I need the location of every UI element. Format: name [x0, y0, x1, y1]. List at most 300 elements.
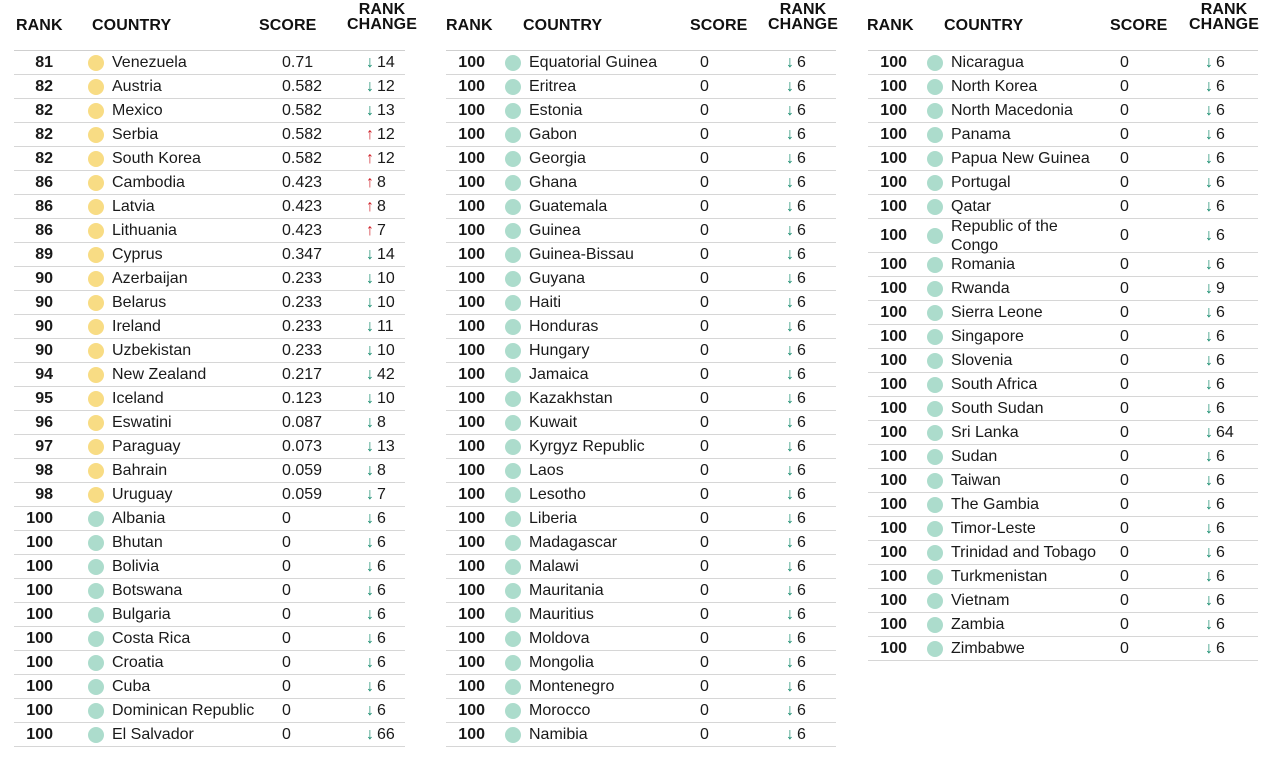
country-cell: Uzbekistan	[112, 341, 192, 359]
rank-change-cell	[366, 342, 395, 360]
score-cell: 0	[700, 485, 709, 503]
rank-change-value: 6	[797, 389, 806, 407]
score-cell: 0	[700, 605, 709, 623]
country-cell: Iceland	[112, 389, 164, 407]
category-dot-icon	[927, 281, 943, 297]
country-cell: Lesotho	[529, 485, 586, 503]
arrow-down-icon: ↓	[786, 725, 794, 743]
country-cell: Haiti	[529, 293, 562, 311]
rank-change-value: 6	[1216, 226, 1225, 244]
rank-change-value: 6	[1216, 495, 1225, 513]
table-row	[14, 411, 405, 435]
country-cell: The Gambia	[951, 495, 1040, 513]
rank-change-value: 6	[797, 653, 806, 671]
rank-change-cell	[366, 294, 395, 312]
score-cell: 0.71	[282, 53, 314, 71]
category-dot-icon	[88, 79, 104, 95]
score-cell: 0	[1120, 101, 1129, 119]
arrow-down-icon: ↓	[366, 701, 374, 719]
rank-change-value: 8	[377, 173, 386, 191]
country-cell: Mongolia	[529, 653, 594, 671]
country-cell: Republic of the Congo	[951, 217, 1058, 254]
country-cell: Bhutan	[112, 533, 163, 551]
rank-change-cell	[786, 606, 806, 624]
rank-change-value: 6	[797, 509, 806, 527]
table-row	[868, 219, 1258, 253]
country-cell: Sri Lanka	[951, 423, 1019, 441]
rank-cell: 100	[880, 471, 907, 489]
rank-change-value: 6	[1216, 197, 1225, 215]
rank-change-cell	[1205, 376, 1225, 394]
table-row	[14, 75, 405, 99]
arrow-down-icon: ↓	[1205, 399, 1213, 417]
category-dot-icon	[505, 703, 521, 719]
country-cell: Dominican Republic	[112, 701, 255, 719]
category-dot-icon	[505, 607, 521, 623]
rank-cell: 98	[35, 485, 53, 503]
rank-change-cell	[786, 198, 806, 216]
rank-cell: 100	[880, 255, 907, 273]
country-cell: Cyprus	[112, 245, 163, 263]
rank-change-header-line1: RANK	[358, 1, 406, 18]
score-cell: 0	[1120, 375, 1129, 393]
rank-change-header-line1: RANK	[779, 1, 827, 18]
score-cell: 0	[1120, 447, 1129, 465]
arrow-down-icon: ↓	[366, 77, 374, 95]
rank-change-value: 42	[377, 365, 395, 383]
category-dot-icon	[505, 343, 521, 359]
country-cell: Guinea-Bissau	[529, 245, 634, 263]
rank-change-cell	[786, 486, 806, 504]
category-dot-icon	[927, 497, 943, 513]
rank-change-value: 6	[1216, 519, 1225, 537]
arrow-down-icon: ↓	[786, 197, 794, 215]
category-dot-icon	[88, 103, 104, 119]
table-row	[446, 459, 836, 483]
country-cell: Timor-Leste	[951, 519, 1036, 537]
rank-change-value: 6	[797, 245, 806, 263]
category-dot-icon	[927, 103, 943, 119]
country-cell: Sudan	[951, 447, 998, 465]
table-header	[14, 0, 417, 51]
category-dot-icon	[505, 175, 521, 191]
rank-change-cell	[366, 558, 386, 576]
rank-cell: 100	[26, 629, 53, 647]
rank-change-cell	[786, 414, 806, 432]
category-dot-icon	[927, 329, 943, 345]
score-cell: 0	[700, 245, 709, 263]
table-row	[868, 517, 1258, 541]
rank-change-header	[758, 2, 848, 32]
category-dot-icon	[505, 319, 521, 335]
rank-cell: 100	[880, 149, 907, 167]
category-dot-icon	[88, 127, 104, 143]
arrow-down-icon: ↓	[786, 437, 794, 455]
rank-cell: 100	[26, 677, 53, 695]
country-cell: Eritrea	[529, 77, 577, 95]
rank-cell: 100	[880, 615, 907, 633]
rank-change-cell	[366, 582, 386, 600]
rank-change-cell	[786, 342, 806, 360]
rank-cell: 100	[458, 53, 485, 71]
category-dot-icon	[88, 535, 104, 551]
rank-change-value: 6	[1216, 149, 1225, 167]
arrow-down-icon: ↓	[366, 653, 374, 671]
score-cell: 0	[282, 653, 291, 671]
rank-change-value: 6	[1216, 53, 1225, 71]
rank-change-value: 6	[1216, 591, 1225, 609]
ranking-table-3	[868, 0, 1258, 661]
score-cell: 0.582	[282, 77, 323, 95]
rank-change-value: 6	[797, 701, 806, 719]
score-cell: 0.059	[282, 461, 323, 479]
rank-cell: 95	[35, 389, 53, 407]
rank-change-cell	[366, 678, 386, 696]
country-cell: Bulgaria	[112, 605, 171, 623]
rank-change-value: 6	[377, 509, 386, 527]
rank-cell: 100	[880, 567, 907, 585]
country-cell: Zambia	[951, 615, 1005, 633]
rank-change-value: 6	[1216, 173, 1225, 191]
country-cell: Albania	[112, 509, 166, 527]
arrow-down-icon: ↓	[1205, 53, 1213, 71]
arrow-down-icon: ↓	[786, 557, 794, 575]
rank-cell: 100	[458, 221, 485, 239]
category-dot-icon	[88, 415, 104, 431]
rank-change-value: 6	[797, 125, 806, 143]
category-dot-icon	[88, 271, 104, 287]
arrow-up-icon: ↑	[366, 125, 374, 143]
country-cell: Portugal	[951, 173, 1011, 191]
rank-change-cell	[1205, 54, 1225, 72]
country-cell: Nicaragua	[951, 53, 1024, 71]
rank-change-header	[337, 2, 427, 32]
rank-change-value: 14	[377, 245, 395, 263]
category-dot-icon	[88, 151, 104, 167]
category-dot-icon	[88, 367, 104, 383]
rank-change-cell	[1205, 616, 1225, 634]
category-dot-icon	[88, 175, 104, 191]
rank-change-value: 14	[377, 53, 395, 71]
score-cell: 0	[700, 581, 709, 599]
score-cell: 0	[700, 125, 709, 143]
score-header: SCORE	[690, 17, 748, 34]
arrow-down-icon: ↓	[786, 77, 794, 95]
score-cell: 0.233	[282, 293, 323, 311]
rank-change-cell	[786, 366, 806, 384]
country-cell: Mexico	[112, 101, 163, 119]
rank-cell: 100	[458, 173, 485, 191]
table-row	[446, 699, 836, 723]
arrow-down-icon: ↓	[1205, 351, 1213, 369]
score-cell: 0	[700, 677, 709, 695]
rank-cell: 100	[458, 605, 485, 623]
rank-change-header-line1: RANK	[1200, 1, 1248, 18]
table-row	[14, 579, 405, 603]
category-dot-icon	[927, 175, 943, 191]
rank-change-value: 6	[797, 149, 806, 167]
rank-change-value: 6	[1216, 399, 1225, 417]
rank-change-cell	[1205, 328, 1225, 346]
score-header: SCORE	[259, 17, 317, 34]
arrow-down-icon: ↓	[1205, 77, 1213, 95]
rank-change-cell	[366, 486, 386, 504]
table-row	[14, 51, 405, 75]
rank-cell: 100	[880, 639, 907, 657]
rank-change-cell	[1205, 568, 1225, 586]
rank-change-cell	[1205, 400, 1225, 418]
country-cell: South Africa	[951, 375, 1038, 393]
rank-change-value: 6	[1216, 77, 1225, 95]
rank-change-cell	[366, 606, 386, 624]
score-cell: 0	[282, 605, 291, 623]
rank-cell: 89	[35, 245, 53, 263]
country-cell: Kyrgyz Republic	[529, 437, 645, 455]
rank-cell: 100	[458, 269, 485, 287]
rank-cell: 100	[458, 509, 485, 527]
rank-cell: 100	[880, 197, 907, 215]
table-row	[446, 123, 836, 147]
rank-cell: 100	[880, 101, 907, 119]
rank-change-value: 6	[797, 437, 806, 455]
rank-change-cell	[786, 270, 806, 288]
score-cell: 0.087	[282, 413, 323, 431]
table-row	[14, 435, 405, 459]
category-dot-icon	[505, 679, 521, 695]
table-row	[14, 555, 405, 579]
table-row	[868, 147, 1258, 171]
category-dot-icon	[88, 631, 104, 647]
country-cell: Cuba	[112, 677, 151, 695]
table-header	[446, 0, 836, 51]
rank-cell: 100	[880, 543, 907, 561]
rank-change-value: 6	[797, 53, 806, 71]
country-cell: Hungary	[529, 341, 590, 359]
table-row	[14, 99, 405, 123]
category-dot-icon	[505, 415, 521, 431]
rank-cell: 100	[880, 591, 907, 609]
table-row	[868, 325, 1258, 349]
category-dot-icon	[927, 377, 943, 393]
arrow-down-icon: ↓	[1205, 149, 1213, 167]
table-row	[446, 387, 836, 411]
score-cell: 0	[700, 701, 709, 719]
category-dot-icon	[505, 127, 521, 143]
rank-change-value: 6	[377, 557, 386, 575]
rank-cell: 90	[35, 341, 53, 359]
category-dot-icon	[505, 199, 521, 215]
score-cell: 0	[1120, 255, 1129, 273]
category-dot-icon	[88, 319, 104, 335]
table-row	[446, 99, 836, 123]
country-cell: Botswana	[112, 581, 183, 599]
rank-change-cell	[786, 630, 806, 648]
rank-change-value: 6	[797, 485, 806, 503]
category-dot-icon	[505, 535, 521, 551]
arrow-down-icon: ↓	[1205, 447, 1213, 465]
country-cell: Guatemala	[529, 197, 608, 215]
country-cell: Panama	[951, 125, 1011, 143]
table-row	[446, 219, 836, 243]
table-row	[868, 253, 1258, 277]
rank-cell: 86	[35, 197, 53, 215]
score-cell: 0.423	[282, 173, 323, 191]
arrow-up-icon: ↑	[366, 197, 374, 215]
category-dot-icon	[88, 511, 104, 527]
country-cell: Costa Rica	[112, 629, 191, 647]
rank-change-value: 6	[377, 629, 386, 647]
table-row	[446, 531, 836, 555]
arrow-down-icon: ↓	[366, 461, 374, 479]
country-cell: Honduras	[529, 317, 599, 335]
table-row	[446, 675, 836, 699]
country-cell: North Korea	[951, 77, 1038, 95]
rank-cell: 86	[35, 173, 53, 191]
country-cell: Equatorial Guinea	[529, 53, 658, 71]
country-cell: Slovenia	[951, 351, 1013, 369]
table-row	[868, 349, 1258, 373]
rank-change-cell	[1205, 352, 1225, 370]
rank-change-cell	[786, 702, 806, 720]
country-header: COUNTRY	[944, 17, 1024, 34]
rank-cell: 100	[26, 509, 53, 527]
table-row	[868, 469, 1258, 493]
rank-cell: 90	[35, 317, 53, 335]
rank-change-value: 66	[377, 725, 395, 743]
rank-change-cell	[786, 294, 806, 312]
rank-header: RANK	[867, 17, 914, 34]
arrow-down-icon: ↓	[786, 269, 794, 287]
table-row	[446, 75, 836, 99]
category-dot-icon	[505, 223, 521, 239]
rank-cell: 94	[35, 365, 53, 383]
category-dot-icon	[927, 151, 943, 167]
score-cell: 0	[700, 293, 709, 311]
arrow-down-icon: ↓	[366, 317, 374, 335]
score-cell: 0	[700, 629, 709, 647]
arrow-down-icon: ↓	[366, 245, 374, 263]
table-row	[868, 51, 1258, 75]
arrow-down-icon: ↓	[366, 509, 374, 527]
arrow-down-icon: ↓	[1205, 567, 1213, 585]
category-dot-icon	[88, 655, 104, 671]
arrow-down-icon: ↓	[366, 413, 374, 431]
table-row	[868, 637, 1258, 661]
country-cell: Croatia	[112, 653, 164, 671]
score-cell: 0	[1120, 495, 1129, 513]
table-row	[446, 267, 836, 291]
arrow-up-icon: ↑	[366, 149, 374, 167]
score-cell: 0	[282, 557, 291, 575]
rank-change-cell	[1205, 126, 1225, 144]
rank-change-cell	[366, 654, 386, 672]
category-dot-icon	[505, 103, 521, 119]
country-cell: Gabon	[529, 125, 578, 143]
table-row	[446, 483, 836, 507]
category-dot-icon	[927, 425, 943, 441]
arrow-down-icon: ↓	[1205, 279, 1213, 297]
rank-change-value: 6	[1216, 543, 1225, 561]
arrow-down-icon: ↓	[1205, 173, 1213, 191]
rank-cell: 100	[26, 605, 53, 623]
rank-cell: 100	[880, 519, 907, 537]
score-cell: 0	[1120, 303, 1129, 321]
rank-change-header	[1179, 2, 1269, 32]
score-cell: 0	[1120, 279, 1129, 297]
score-cell: 0	[1120, 197, 1129, 215]
rank-change-value: 6	[797, 725, 806, 743]
rank-change-cell	[786, 78, 806, 96]
score-cell: 0	[700, 389, 709, 407]
score-cell: 0	[282, 533, 291, 551]
rank-cell: 100	[458, 461, 485, 479]
country-cell: Madagascar	[529, 533, 618, 551]
country-cell: Bahrain	[112, 461, 168, 479]
country-cell: Uruguay	[112, 485, 173, 503]
country-cell: El Salvador	[112, 725, 194, 743]
category-dot-icon	[88, 607, 104, 623]
rank-cell: 100	[26, 533, 53, 551]
table-row	[14, 459, 405, 483]
rank-change-value: 6	[797, 581, 806, 599]
rank-change-cell	[366, 726, 395, 744]
country-cell: Paraguay	[112, 437, 181, 455]
rank-change-value: 6	[1216, 375, 1225, 393]
category-dot-icon	[505, 487, 521, 503]
arrow-down-icon: ↓	[366, 725, 374, 743]
rank-cell: 100	[880, 495, 907, 513]
rank-change-value: 12	[377, 77, 395, 95]
arrow-down-icon: ↓	[1205, 423, 1213, 441]
arrow-down-icon: ↓	[786, 653, 794, 671]
rank-cell: 86	[35, 221, 53, 239]
arrow-down-icon: ↓	[366, 533, 374, 551]
rank-change-cell	[1205, 544, 1225, 562]
arrow-down-icon: ↓	[786, 293, 794, 311]
score-cell: 0	[1120, 351, 1129, 369]
rank-change-value: 8	[377, 413, 386, 431]
score-cell: 0	[700, 173, 709, 191]
table-row	[14, 267, 405, 291]
arrow-down-icon: ↓	[786, 341, 794, 359]
ranking-table-2	[446, 0, 836, 747]
rank-cell: 100	[458, 533, 485, 551]
rank-change-cell	[1205, 448, 1225, 466]
rank-change-cell	[786, 54, 806, 72]
table-row	[446, 579, 836, 603]
arrow-down-icon: ↓	[786, 173, 794, 191]
arrow-down-icon: ↓	[366, 557, 374, 575]
rank-change-value: 6	[1216, 101, 1225, 119]
rank-change-cell	[366, 102, 395, 120]
rank-change-header-line2: CHANGE	[1189, 16, 1259, 33]
arrow-down-icon: ↓	[1205, 303, 1213, 321]
rank-cell: 100	[458, 653, 485, 671]
rank-change-value: 6	[377, 677, 386, 695]
rank-cell: 100	[458, 725, 485, 743]
score-cell: 0.233	[282, 341, 323, 359]
rank-change-cell	[786, 102, 806, 120]
rank-change-cell	[786, 390, 806, 408]
arrow-down-icon: ↓	[786, 701, 794, 719]
arrow-down-icon: ↓	[366, 293, 374, 311]
arrow-down-icon: ↓	[786, 149, 794, 167]
table-row	[868, 421, 1258, 445]
rank-change-value: 13	[377, 437, 395, 455]
category-dot-icon	[88, 703, 104, 719]
country-cell: Namibia	[529, 725, 588, 743]
arrow-down-icon: ↓	[786, 365, 794, 383]
